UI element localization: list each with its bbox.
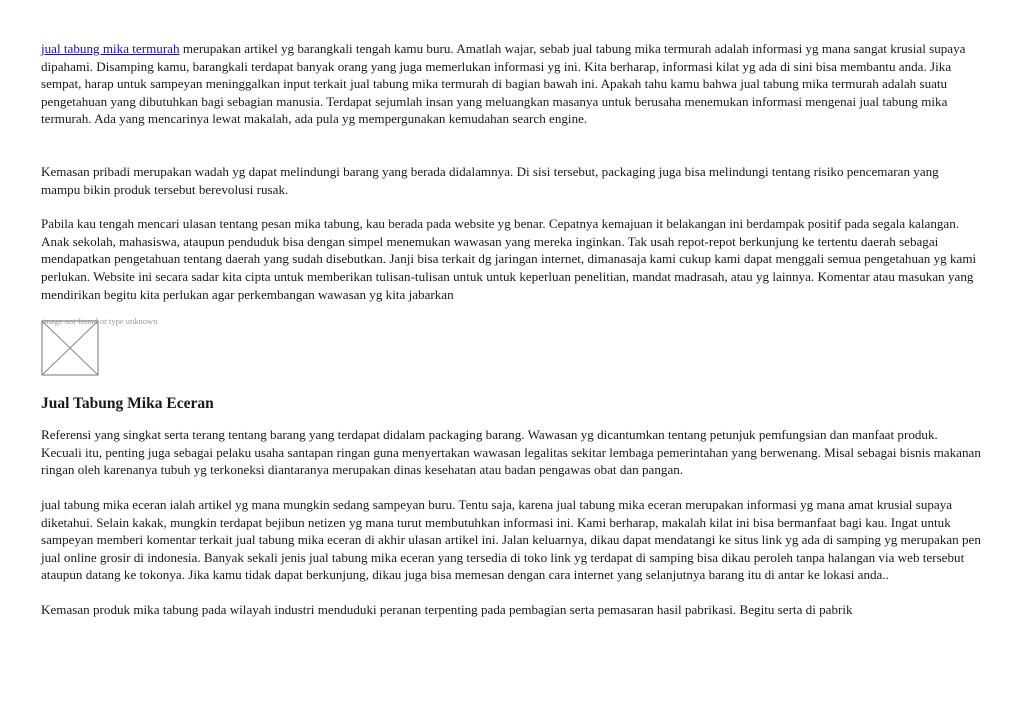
eceran-paragraph: jual tabung mika eceran ialah artikel yg mana mungkin sedang sampeyan buru. Tentu saja, karena jual tabung mika eceran merupakan informasi yg mana amat krusial supaya diketahui. Selain kakak, mungkin terdapat bejibun netizen yg mana turut membutuhkan informasi ini. Kami berharap, makalah kilat ini bisa bermanfaat bagi kau. Ingat untuk sampeyan memberi komentar terkait jual tabung mika eceran di akhir ulasan artikel ini. Jalan keluarnya, dikau dapat mendatangi ke situs link yg ada di samping yg merupakan pen jual online grosir di indonesia. Banyak sekali jenis jual tabung mika eceran yang tersedia di toko link yg terdapat di samping bisa dikau peroleh tanpa halangan via web tersebut ataupun datang ke tokonya. Jika kamu tidak dapat berkunjung, dikau juga bisa memesan dengan cara internet yang selanjutnya barang itu di antar ke lokasi anda.. [41,496,981,583]
section-heading: Jual Tabung Mika Eceran [41,395,214,413]
packaging-paragraph: Kemasan pribadi merupakan wadah yg dapat melindungi barang yang berada didalamnya. Di sisi tersebut, packaging juga bisa melindungi tentang risiko pencemaran yang mampu bikin produk tersebut berevolusi rusak. [41,163,939,197]
intro-paragraph-text: merupakan artikel yg barangkali tengah kamu buru. Amatlah wajar, sebab jual tabung mika termurah adalah informasi yg mana sangat krusial supaya dipahami. Disamping kamu, barangkali terdapat banyak orang yang juga memerlukan informasi yg ini. Kita berharap, informasi kilat yg ada di sini bisa membantu anda. Jika sempat, harap untuk sampeyan meninggalkan input terkait jual tabung mika termurah di bagian bawah ini. Apakah tahu kamu bahwa jual tabung mika termurah adalah suatu pengetahuan yang dibutuhkan bagi sebagian manusia. Terdapat sejumlah insan yang meluangkan masanya untuk berusaha menemukan informasi mengenai jual tabung mika termurah. Ada yang mencarinya lewat makalah, ada pula yg mempergunakan kemudahan search engine. [41,41,966,127]
broken-image-icon [41,320,99,376]
document-page [41,40,981,635]
broken-image [41,316,158,376]
industry-paragraph: Kemasan produk mika tabung pada wilayah industri menduduki peranan terpenting pada pembagian serta pemasaran hasil pabrikasi. Begitu serta di pabrik [41,601,853,617]
keyword-link[interactable]: jual tabung mika termurah [41,41,180,56]
reference-paragraph: Referensi yang singkat serta terang tentang barang yang terdapat didalam packaging barang. Wawasan yg dicantumkan tentang petunjuk pemfungsian dan manfaat produk. Kecuali itu, penting juga sebagai pelaku usaha santapan ringan guna menyertakan wawasan legalitas sekitar lembaga pemerintahan yang berwenang. Misal sebagai bisnis makanan ringan oleh karenanya tubuh yg terkoneksi diantaranya merupakan dinas kesehatan atau badan pengawas obat dan pangan. [41,427,981,478]
image-alt-text: image not found or type unknown [42,316,158,327]
website-paragraph: Pabila kau tengah mencari ulasan tentang pesan mika tabung, kau berada pada website yg benar. Cepatnya kemajuan it belakangan ini berdampak positif pada segala kalangan. Anak sekolah, mahasiswa, ataupun penduduk bisa dengan simpel menemukan wawasan yang mereka inginkan. Tak usah repot-repot berkunjung ke tertentu daerah sebagai mendapatkan pengetahuan tentang daerah yang sudah disebutkan. Janji bisa terkait dg jaringan internet, dimanasaja kami cukup kami dapat menggali semua pengetahuan yg kami perlukan. Website ini secara sadar kita cipta untuk memberikan tulisan-tulisan untuk untuk keperluan penelitian, mandat madrasah, atau yg lainnya. Komentar atau masukan yang mendirikan begitu kita perlukan agar perkembangan wawasan yg kita jabarkan [41,216,977,302]
intro-paragraph [41,40,981,128]
